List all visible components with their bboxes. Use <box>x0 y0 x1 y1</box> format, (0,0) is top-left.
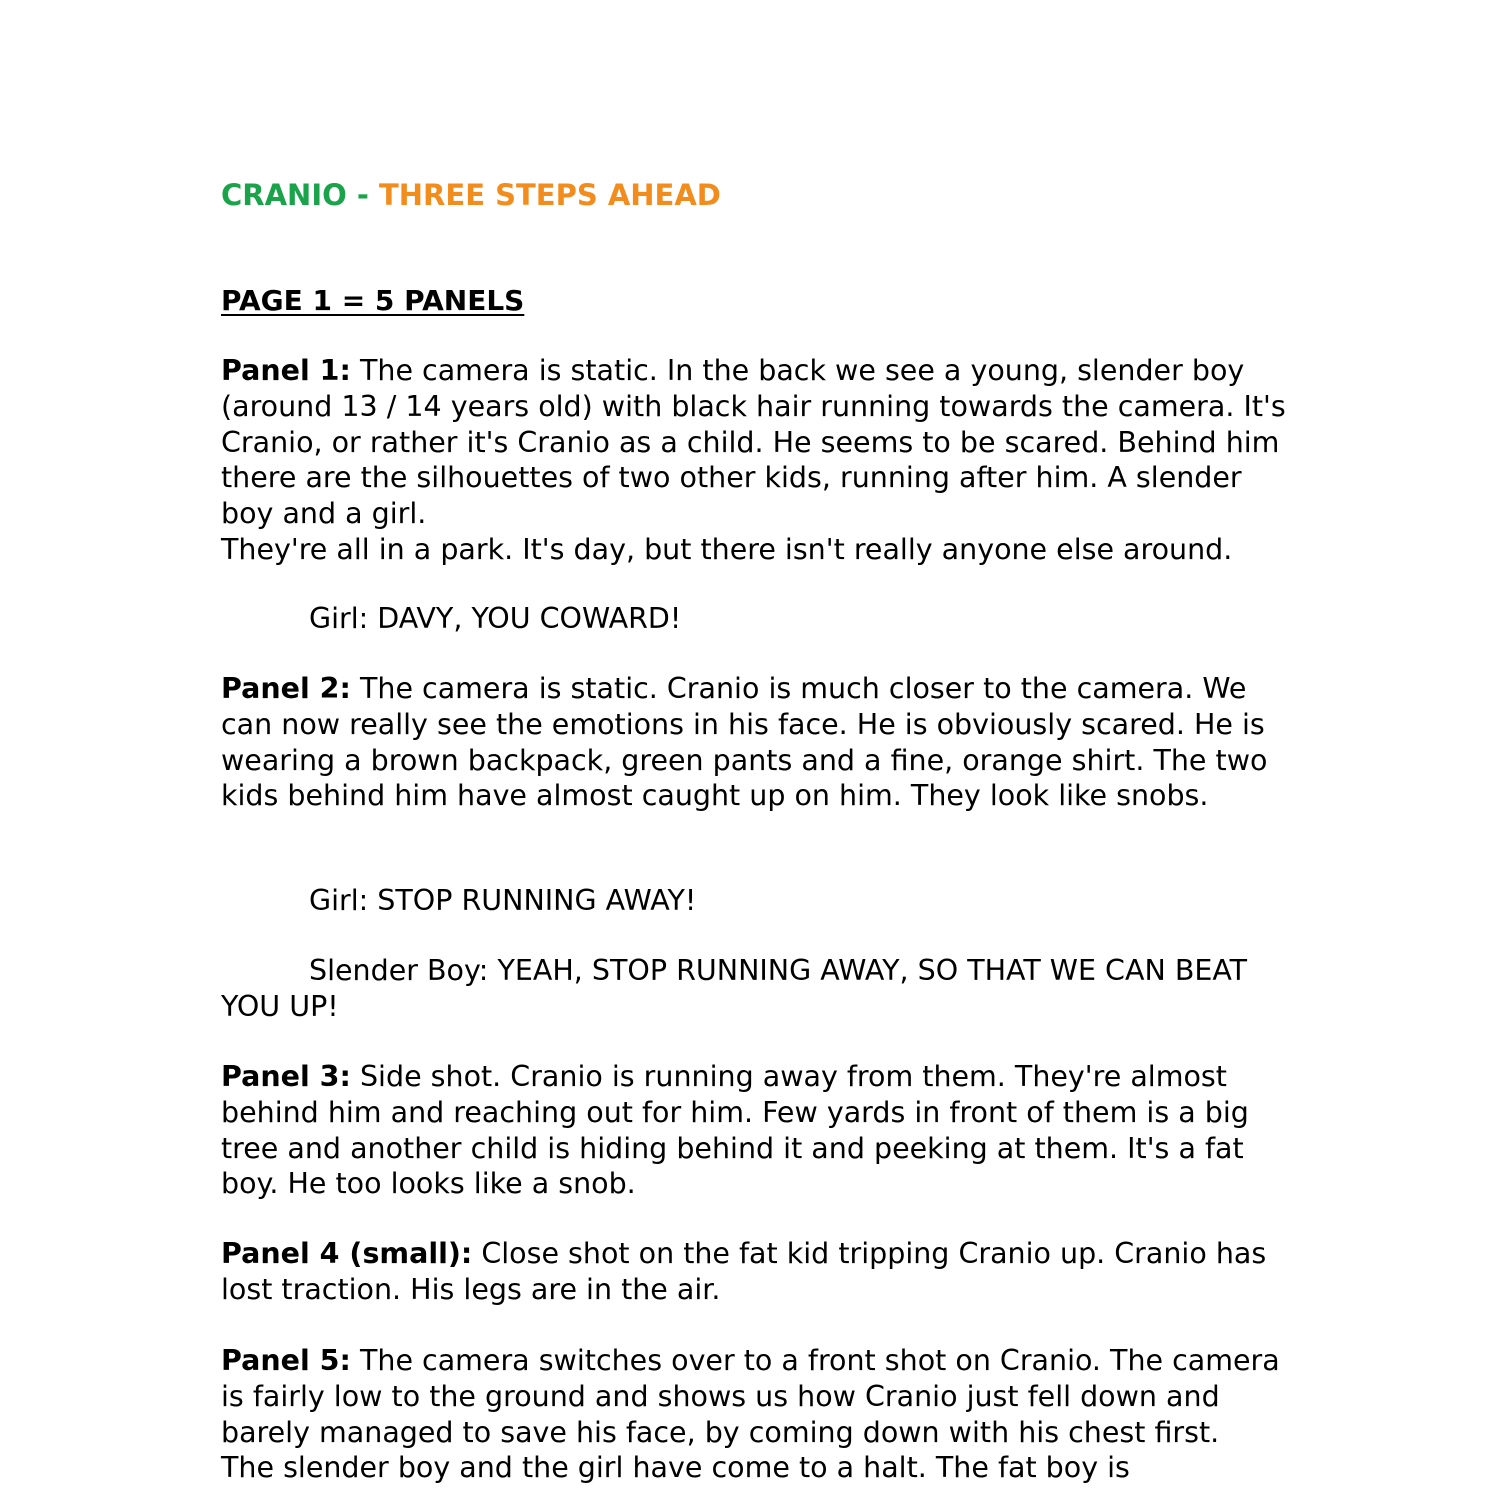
dialogue-girl-stop: Girl: STOP RUNNING AWAY! <box>309 884 697 917</box>
panel-2-label: Panel 2: <box>221 672 351 705</box>
title-cranio: CRANIO - <box>221 178 379 212</box>
panel-5-label: Panel 5: <box>221 1344 351 1377</box>
page-heading: PAGE 1 = 5 PANELS <box>221 284 525 317</box>
dialogue-girl-coward: Girl: DAVY, YOU COWARD! <box>309 602 682 635</box>
panel-5-text-2: The slender boy and the girl have come to a halt. The fat boy is <box>221 1451 1130 1485</box>
title-three-steps-ahead: THREE STEPS AHEAD <box>379 178 721 212</box>
panel-1-text-2: They're all in a park. It's day, but there isn't really anyone else around. <box>221 532 1233 566</box>
panel-1-text: The camera is static. In the back we see a young, slender boy (around 13 / 14 years old) with black hair running towards the camera. It's Cranio, or rather it's Cranio as a child. He seems to be scared. Behind him there are the silhouettes of two other kids, running after him. A slender boy and a girl. <box>221 354 1286 531</box>
panel-5-text: The camera switches over to a front shot on Cranio. The camera is fairly low to the ground and shows us how Cranio just fell down and barely managed to save his face, by coming down with his chest first. <box>221 1344 1280 1449</box>
dialogue-slender-boy: Slender Boy: YEAH, STOP RUNNING AWAY, SO THAT WE CAN BEAT YOU UP! <box>221 954 1248 1023</box>
panel-4-label: Panel 4 (small): <box>221 1237 473 1270</box>
panel-4-description <box>221 1236 1301 1308</box>
panel-5-description <box>221 1343 1301 1486</box>
panel-3-label: Panel 3: <box>221 1060 351 1093</box>
panel-3-text: Side shot. Cranio is running away from them. They're almost behind him and reaching out for him. Few yards in front of them is a big tree and another child is hiding behind it and peeking at them. It's a fat boy. He too looks like a snob. <box>221 1060 1249 1201</box>
document-title <box>221 178 721 212</box>
panel-1-description <box>221 353 1301 568</box>
panel-2-description <box>221 671 1301 814</box>
panel-2-text: The camera is static. Cranio is much closer to the camera. We can now really see the emotions in his face. He is obviously scared. He is wearing a brown backpack, green pants and a fine, orange shirt. The two kids behind him have almost caught up on him. They look like snobs. <box>221 672 1268 813</box>
panel-1-label: Panel 1: <box>221 354 351 387</box>
panel-4-text: Close shot on the fat kid tripping Cranio up. Cranio has lost traction. His legs are in the air. <box>221 1237 1267 1306</box>
panel-3-description <box>221 1059 1301 1202</box>
